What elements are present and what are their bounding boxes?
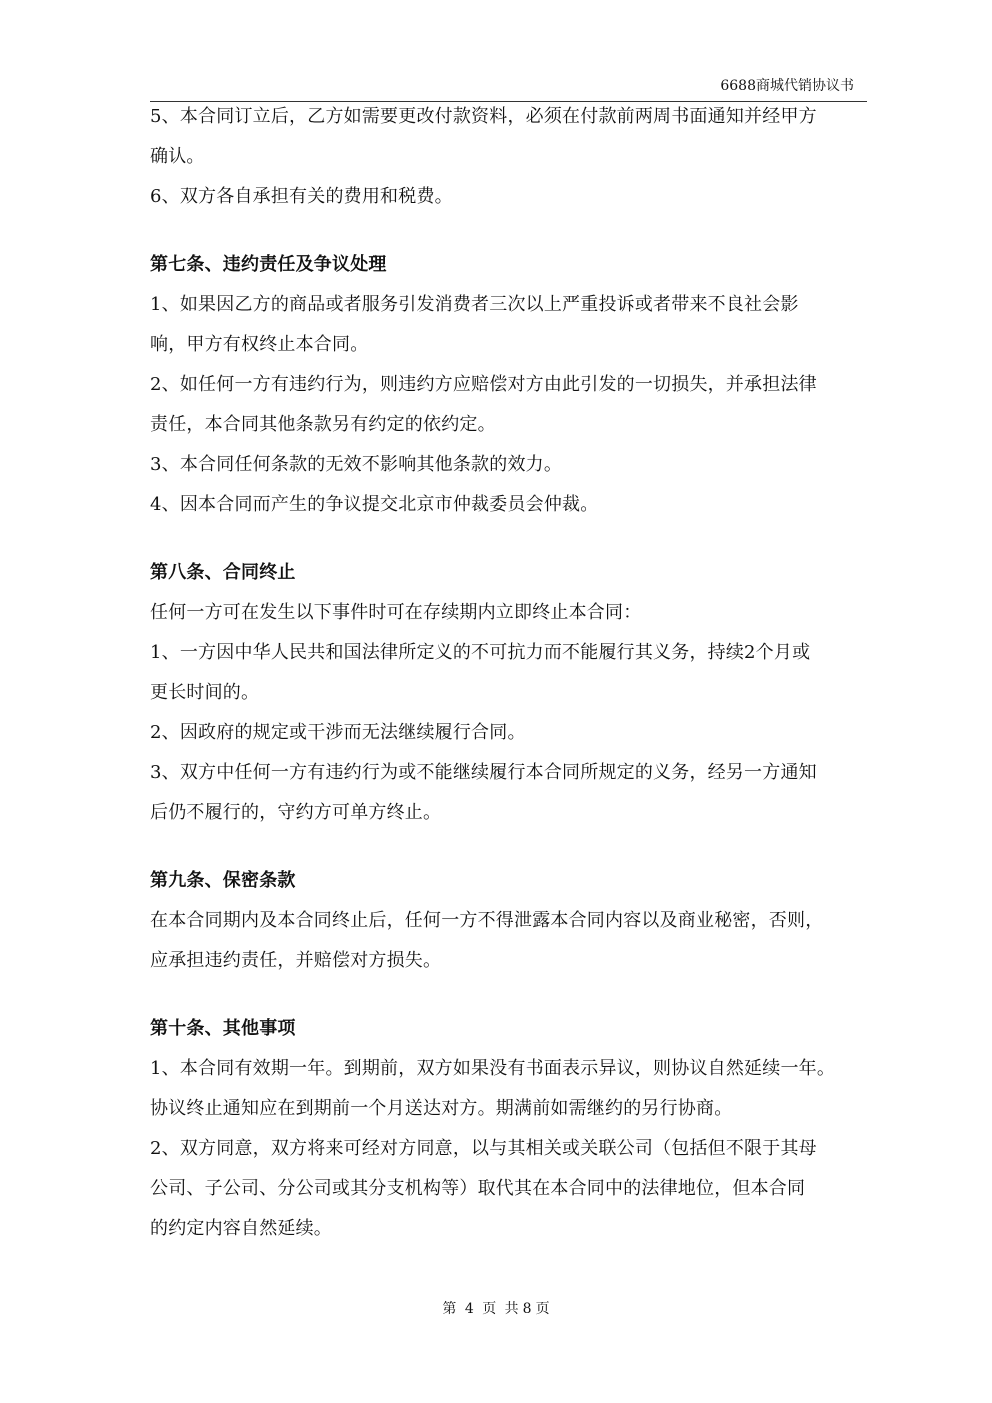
- paragraph-line: 责任，本合同其他条款另有约定的依约定。: [150, 414, 496, 435]
- paragraph-line: 3、本合同任何条款的无效不影响其他条款的效力。: [150, 454, 563, 475]
- paragraph-line: 5、本合同订立后，乙方如需要更改付款资料，必须在付款前两周书面通知并经甲方: [150, 106, 817, 127]
- paragraph-line: 4、因本合同而产生的争议提交北京市仲裁委员会仲裁。: [150, 494, 599, 515]
- section-gap: [150, 833, 874, 861]
- paragraph-line: 公司、子公司、分公司或其分支机构等）取代其在本合同中的法律地位，但本合同: [150, 1178, 806, 1199]
- paragraph-line: 后仍不履行的，守约方可单方终止。: [150, 802, 442, 823]
- footer-prefix: 第: [442, 1301, 457, 1317]
- section-gap: [150, 525, 874, 553]
- footer-total-pages: 8: [522, 1301, 532, 1317]
- footer-page-word: 页: [482, 1301, 497, 1317]
- paragraph-line: 在本合同期内及本合同终止后，任何一方不得泄露本合同内容以及商业秘密，否则，: [150, 910, 824, 931]
- paragraph-line: 确认。: [150, 146, 205, 167]
- paragraph-line: 1、如果因乙方的商品或者服务引发消费者三次以上严重投诉或者带来不良社会影: [150, 294, 799, 315]
- section-heading: 第十条、其他事项: [150, 1018, 296, 1039]
- paragraph-line: 更长时间的。: [150, 682, 260, 703]
- paragraph-line: 的约定内容自然延续。: [150, 1218, 332, 1239]
- footer-total-prefix: 共: [504, 1301, 519, 1317]
- footer-total-suffix: 页: [535, 1301, 550, 1317]
- section-heading: 第七条、违约责任及争议处理: [150, 254, 387, 275]
- section-heading: 第九条、保密条款: [150, 870, 296, 891]
- paragraph-line: 协议终止通知应在到期前一个月送达对方。期满前如需继约的另行协商。: [150, 1098, 733, 1119]
- paragraph-line: 2、双方同意，双方将来可经对方同意，以与其相关或关联公司（包括但不限于其母: [150, 1138, 817, 1159]
- paragraph-line: 任何一方可在发生以下事件时可在存续期内立即终止本合同：: [150, 602, 642, 623]
- paragraph-line: 响，甲方有权终止本合同。: [150, 334, 369, 355]
- paragraph-line: 应承担违约责任，并赔偿对方损失。: [150, 950, 442, 971]
- header-title: 6688商城代销协议书: [720, 78, 854, 94]
- document-body: [150, 97, 874, 1249]
- paragraph-line: 1、一方因中华人民共和国法律所定义的不可抗力而不能履行其义务，持续2个月或: [150, 642, 811, 663]
- paragraph-line: 2、如任何一方有违约行为，则违约方应赔偿对方由此引发的一切损失，并承担法律: [150, 374, 817, 395]
- paragraph-line: 6、双方各自承担有关的费用和税费。: [150, 186, 453, 207]
- paragraph-line: 3、双方中任何一方有违约行为或不能继续履行本合同所规定的义务，经另一方通知: [150, 762, 817, 783]
- section-heading: 第八条、合同终止: [150, 562, 296, 583]
- page-footer: [0, 1298, 992, 1318]
- footer-current-page: 4: [464, 1301, 474, 1317]
- paragraph-line: 1、本合同有效期一年。到期前，双方如果没有书面表示异议，则协议自然延续一年。: [150, 1058, 836, 1079]
- section-gap: [150, 217, 874, 245]
- paragraph-line: 2、因政府的规定或干涉而无法继续履行合同。: [150, 722, 526, 743]
- section-gap: [150, 981, 874, 1009]
